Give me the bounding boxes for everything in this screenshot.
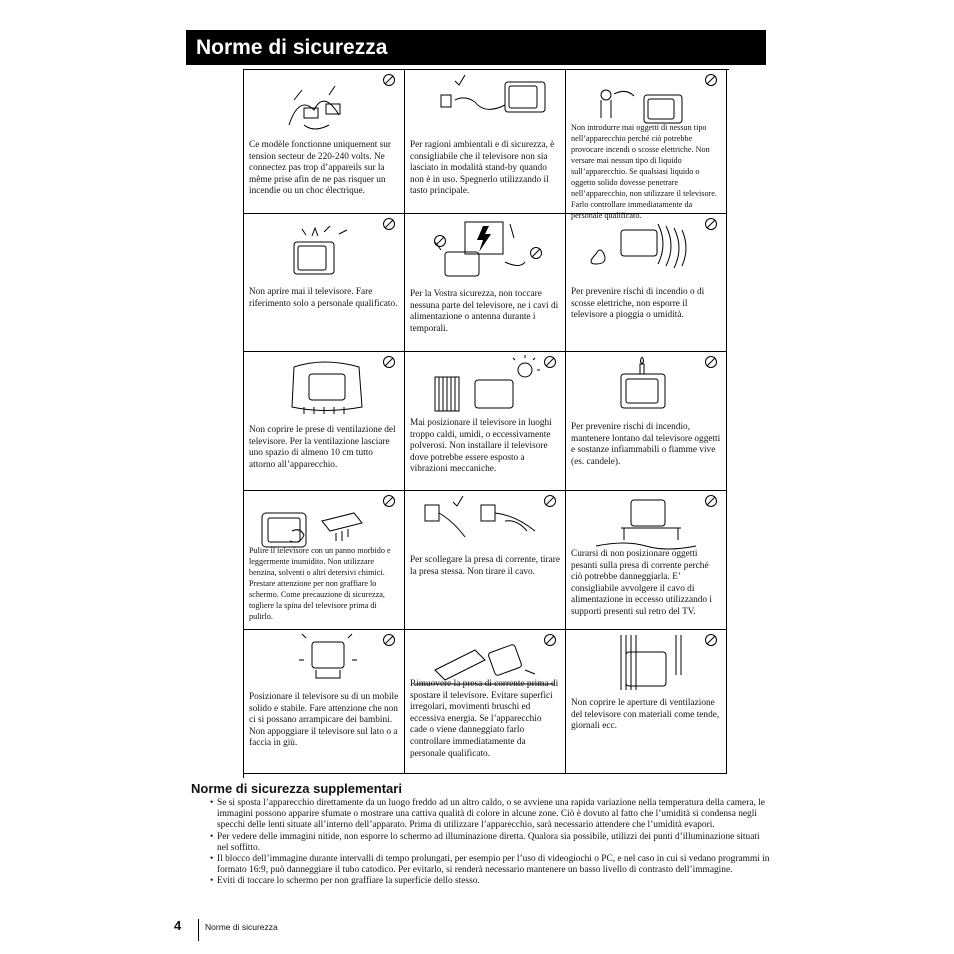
supplementary-title: Norme di sicurezza supplementari xyxy=(191,781,402,796)
cell-text: Non coprire le prese di ventilazione del televisore. Per la ventilazione lasciare uno spazio di almeno 10 cm tutto attorno all’apparecchio. xyxy=(249,425,396,470)
cell-text: Non aprire mai il televisore. Fare riferimento solo a personale qualificato. xyxy=(249,287,398,309)
safety-cell xyxy=(244,491,405,630)
tv-unplugged-icon xyxy=(405,70,565,140)
supplementary-list xyxy=(210,798,770,888)
safety-cell xyxy=(244,70,405,214)
unstable-tv-icon xyxy=(244,630,404,700)
cell-text: Pulire il televisore con un panno morbido e leggermente inumidito. Non utilizzare benzina, solventi o altri detersivi chimici. Prestare attenzione per non graffiare lo schermo. Come precauzione di sicurezza, togliere la spina del televisore prima di pulirlo. xyxy=(249,546,391,621)
footer-label: Norme di sicurezza xyxy=(205,922,278,932)
prohibited-icon xyxy=(543,633,557,647)
prohibited-icon xyxy=(382,494,396,508)
prohibited-icon xyxy=(382,73,396,87)
prohibited-icon xyxy=(704,355,718,369)
cell-text: Rimuovere la presa di corrente prima di spostare il televisore. Evitare superfici irregolari, movimenti bruschi ed eccessiva energia. Se l’apparecchio cade o viene danneggiato farlo controllare immediatamente da personale qualificato. xyxy=(410,679,559,759)
safety-cell xyxy=(566,352,727,491)
cell-text: Per ragioni ambientali e di sicurezza, è consigliabile che il televisore non sia lasciato in modalità stand-by quando non è in uso. Spegnerlo utilizzando il tasto principale. xyxy=(410,140,555,197)
tv-covered-cloth-icon xyxy=(244,352,404,422)
prohibited-icon xyxy=(382,355,396,369)
prohibited-icon xyxy=(543,355,557,369)
cell-text: Per prevenire rischi di incendio, mantenere lontano dal televisore oggetti e sostanze infiammabili o fiamme vive (es. candele). xyxy=(571,422,721,467)
safety-cell xyxy=(244,352,405,491)
prohibited-icon xyxy=(704,73,718,87)
prohibited-icon xyxy=(382,217,396,231)
cell-text: Posizionare il televisore su di un mobile solido e stabile. Fare attenzione che non ci si possano arrampicare dei bambini. Non appoggiare il televisore sul lato o a faccia in giù. xyxy=(249,692,399,749)
cell-text: Ce modèle fonctionne uniquement sur tension secteur de 220-240 volts. Ne connectez pas trop d’appareils sur la même prise afin de ne pas risquer un incendie ou un choc électrique. xyxy=(249,140,391,197)
list-item: • Se si sposta l’apparecchio direttamente da un luogo freddo ad un altro caldo, o se avviene una rapida variazione nella temperatura della camera, le immagini possono apparire sfumate o mostrare una cattiva qualità di colore in alcune zone. Ciò è dovuto al fatto che l’umidità si condensa negli specchi delle lenti situate all’interno dell’apparato. Prima di utilizzare l’apparecchio, sarà necessario attendere che l’umidità evapori. xyxy=(210,798,770,832)
safety-cell xyxy=(244,630,405,774)
safety-cell xyxy=(405,630,566,774)
safety-cell xyxy=(566,630,727,774)
prohibited-icon xyxy=(529,246,543,260)
cell-text: Per scollegare la presa di corrente, tirare la presa stessa. Non tirare il cavo. xyxy=(410,555,560,577)
unplugging-icon xyxy=(405,491,565,561)
safety-cell xyxy=(405,352,566,491)
prohibited-icon xyxy=(382,633,396,647)
page-number: 4 xyxy=(174,918,182,933)
tv-heater-sun-icon xyxy=(405,352,565,422)
prohibited-icon xyxy=(543,494,557,508)
safety-cell xyxy=(405,491,566,630)
page-title: Norme di sicurezza xyxy=(186,30,766,65)
cell-text: Per la Vostra sicurezza, non toccare nessuna parte del televisore, ne i cavi di alimentazione o antenna durante i temporali. xyxy=(410,289,559,334)
tv-curtain-icon xyxy=(566,630,726,700)
check-icon xyxy=(453,73,467,87)
cell-text: Mai posizionare il televisore in luoghi troppo caldi, umidi, o eccessivamente polverosi. Non installare il televisore dove potrebbe essere esposto a vibrazioni meccaniche. xyxy=(410,418,552,475)
candle-on-tv-icon xyxy=(566,352,726,422)
safety-cell xyxy=(405,214,566,352)
prohibited-icon xyxy=(704,633,718,647)
footer-divider xyxy=(198,919,199,941)
list-item: • Eviti di toccare lo schermo per non graffiare la superficie dello stesso. xyxy=(210,876,770,887)
check-icon xyxy=(451,494,465,508)
safety-cell xyxy=(405,70,566,214)
cell-text: Curarsi di non posizionare oggetti pesanti sulla presa di corrente perché ciò potrebbe danneggiarla. E’ consigliabile avvolgere il cavo di alimentazione in eccesso utilizzando i supporti presenti sul retro del TV. xyxy=(571,549,712,617)
cell-text: Non introdurre mai oggetti di nessun tipo nell’apparecchio perché ciò potrebbe provocare incendi o scosse elettriche. Non versare mai nessun tipo di liquido sull’apparecchio. Se qualsiasi liquido o oggetto solido dovesse penetrare nell’apparecchio, non utilizzare il televisore. Farlo controllare immediatamente da personale qualificato. xyxy=(571,123,717,220)
cell-text: Per prevenire rischi di incendio o di scosse elettriche, non esporre il televisore a pioggia o umidità. xyxy=(571,287,705,321)
prohibited-icon xyxy=(704,494,718,508)
prohibited-icon xyxy=(704,217,718,231)
safety-grid xyxy=(243,69,729,778)
safety-cell xyxy=(244,214,405,352)
safety-cell xyxy=(566,491,727,630)
plugs-overloaded-icon xyxy=(244,70,404,140)
tv-rain-icon xyxy=(566,214,726,284)
prohibited-icon xyxy=(433,234,447,248)
safety-cell xyxy=(566,214,727,352)
tv-sparks-icon xyxy=(244,214,404,284)
list-item: • Il blocco dell’immagine durante intervalli di tempo prolungati, per esempio per l’uso di videogiochi o PC, e nel caso in cui si vedano programmi in formato 16:9, può danneggiare il tubo catodico. Per evitarlo, si renderà necessario mantenere un basso livello di contrasto dell’immagine. xyxy=(210,854,770,876)
safety-cell xyxy=(566,70,727,220)
cell-text: Non coprire le aperture di ventilazione del televisore con materiali come tende, giornali ecc. xyxy=(571,698,720,732)
list-item: • Per vedere delle immagini nitide, non esporre lo schermo ad illuminazione diretta. Qualora sia possibile, utilizzi dei punti d’illuminazione situati nel soffitto. xyxy=(210,832,770,854)
